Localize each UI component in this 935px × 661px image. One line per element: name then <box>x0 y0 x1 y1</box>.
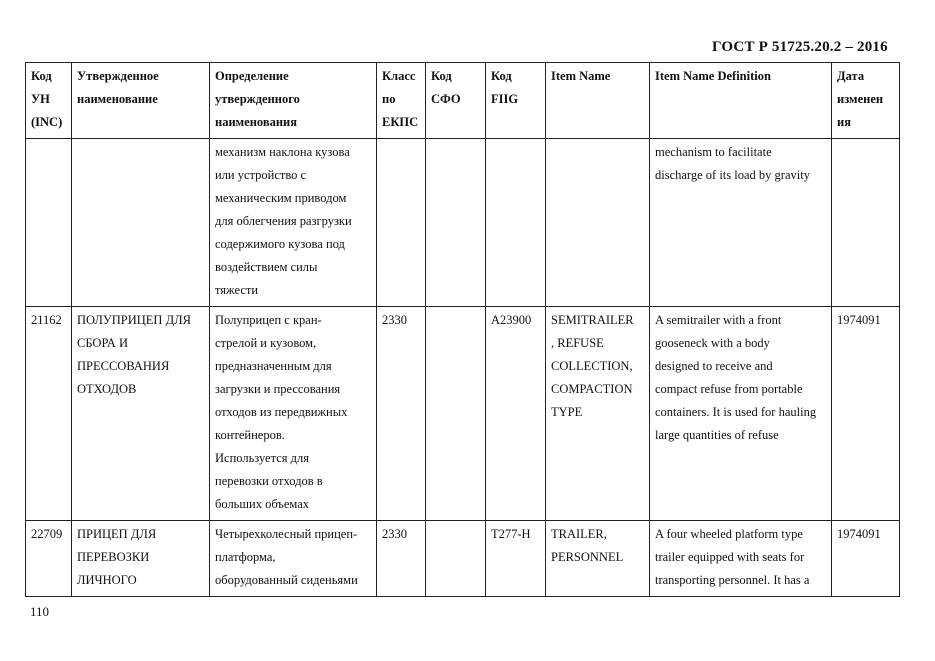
cell-line: transporting personnel. It has a <box>655 573 810 587</box>
cell-line: containers. It is used for hauling <box>655 405 817 419</box>
cell-line: платформа, <box>215 550 276 564</box>
header-line: изменен <box>837 92 884 106</box>
header-line: Определение <box>215 69 289 83</box>
catalog-table <box>25 62 900 597</box>
cell-line: 2330 <box>382 527 407 541</box>
cell-line: СБОРА И <box>77 336 128 350</box>
col-ekps-class-cell <box>377 521 426 597</box>
cell-line: ЛИЧНОГО <box>77 573 137 587</box>
document-code-header: ГОСТ Р 51725.20.2 – 2016 <box>712 39 888 55</box>
cell-line: больших объемах <box>215 497 310 511</box>
header-line: (INC) <box>31 115 63 129</box>
page-number: 110 <box>30 604 50 619</box>
col-inc-code-cell <box>26 307 72 521</box>
col-approved-name-cell <box>72 521 210 597</box>
col-approved-name-cell <box>72 307 210 521</box>
col-item-definition-cell <box>650 307 832 521</box>
cell-line: 2330 <box>382 313 407 327</box>
header-line: Код <box>31 69 52 83</box>
col-sfo-code-cell <box>426 307 486 521</box>
cell-line: оборудованный сиденьями <box>215 573 358 587</box>
col-change-date-cell <box>832 307 900 521</box>
cell-line: discharge of its load by gravity <box>655 168 810 182</box>
cell-line: Полуприцеп с кран- <box>215 313 322 327</box>
header-line: УН <box>31 92 50 106</box>
col-inc-code-cell <box>26 139 72 307</box>
col-ekps-class-header <box>377 63 426 139</box>
cell-line: 22709 <box>31 527 63 541</box>
cell-line: ОТХОДОВ <box>77 382 137 396</box>
cell-line: Используется для <box>215 451 309 465</box>
header-line: Дата <box>837 69 865 83</box>
cell-line: 1974091 <box>837 527 881 541</box>
cell-line: контейнеров. <box>215 428 285 442</box>
header-line: Класс <box>382 69 416 83</box>
cell-line: SEMITRAILER <box>551 313 634 327</box>
header-line: ия <box>837 115 851 129</box>
cell-line: отходов из передвижных <box>215 405 348 419</box>
cell-line: , REFUSE <box>551 336 604 350</box>
col-sfo-code-cell <box>426 521 486 597</box>
cell-line: для облегчения разгрузки <box>215 214 352 228</box>
col-item-definition-header <box>650 63 832 139</box>
cell-line: A semitrailer with a front <box>655 313 782 327</box>
cell-line: перевозки отходов в <box>215 474 323 488</box>
cell-line: ПРИЦЕП ДЛЯ <box>77 527 157 541</box>
col-fiig-code-header <box>486 63 546 139</box>
col-item-definition-cell <box>650 139 832 307</box>
cell-line: ПРЕССОВАНИЯ <box>77 359 170 373</box>
header-line: FIIG <box>491 92 519 106</box>
col-item-name-cell <box>546 307 650 521</box>
header-line: наименование <box>77 92 158 106</box>
col-item-name-cell <box>546 139 650 307</box>
col-item-name-cell <box>546 521 650 597</box>
header-line: утвержденного <box>215 92 300 106</box>
col-approved-name-cell <box>72 139 210 307</box>
cell-line: designed to receive and <box>655 359 773 373</box>
cell-line: compact refuse from portable <box>655 382 803 396</box>
col-ekps-class-cell <box>377 307 426 521</box>
col-sfo-code-header <box>426 63 486 139</box>
cell-line: mechanism to facilitate <box>655 145 772 159</box>
header-line: Утвержденное <box>77 69 159 83</box>
col-change-date-cell <box>832 139 900 307</box>
table-body <box>26 139 900 597</box>
col-inc-code-header <box>26 63 72 139</box>
header-line: Код <box>491 69 512 83</box>
header-line: Item Name Definition <box>655 69 771 83</box>
col-item-name-header <box>546 63 650 139</box>
col-definition-cell <box>210 307 377 521</box>
cell-line: механическим приводом <box>215 191 347 205</box>
cell-line: T277-H <box>491 527 531 541</box>
cell-line: TYPE <box>551 405 583 419</box>
cell-line: Четырехколесный прицеп- <box>215 527 358 541</box>
col-approved-name-header <box>72 63 210 139</box>
col-definition-cell <box>210 521 377 597</box>
cell-line: или устройство с <box>215 168 307 182</box>
cell-line: COMPACTION <box>551 382 633 396</box>
header-line: Item Name <box>551 69 611 83</box>
cell-line: тяжести <box>215 283 259 297</box>
cell-line: A four wheeled platform type <box>655 527 803 541</box>
col-change-date-cell <box>832 521 900 597</box>
col-definition-cell <box>210 139 377 307</box>
col-definition-header <box>210 63 377 139</box>
header-line: СФО <box>431 92 461 106</box>
table-row <box>26 139 900 307</box>
col-fiig-code-cell <box>486 521 546 597</box>
cell-line: large quantities of refuse <box>655 428 779 442</box>
col-fiig-code-cell <box>486 139 546 307</box>
cell-line: механизм наклона кузова <box>215 145 350 159</box>
col-ekps-class-cell <box>377 139 426 307</box>
header-line: наименования <box>215 115 298 129</box>
cell-line: gooseneck with a body <box>655 336 770 350</box>
header-line: ЕКПС <box>382 115 419 129</box>
cell-line: 21162 <box>31 313 62 327</box>
col-change-date-header <box>832 63 900 139</box>
header-line: Код <box>431 69 452 83</box>
cell-line: PERSONNEL <box>551 550 624 564</box>
col-fiig-code-cell <box>486 307 546 521</box>
table-header-row <box>26 63 900 139</box>
cell-line: предназначенным для <box>215 359 332 373</box>
header-line: по <box>382 92 396 106</box>
table-row <box>26 307 900 521</box>
cell-line: загрузки и прессования <box>215 382 341 396</box>
col-sfo-code-cell <box>426 139 486 307</box>
cell-line: trailer equipped with seats for <box>655 550 805 564</box>
cell-line: ПЕРЕВОЗКИ <box>77 550 150 564</box>
table-row <box>26 521 900 597</box>
cell-line: воздействием силы <box>215 260 318 274</box>
cell-line: содержимого кузова под <box>215 237 345 251</box>
cell-line: стрелой и кузовом, <box>215 336 317 350</box>
cell-line: TRAILER, <box>551 527 607 541</box>
cell-line: A23900 <box>491 313 532 327</box>
col-inc-code-cell <box>26 521 72 597</box>
cell-line: 1974091 <box>837 313 881 327</box>
col-item-definition-cell <box>650 521 832 597</box>
cell-line: ПОЛУПРИЦЕП ДЛЯ <box>77 313 191 327</box>
cell-line: COLLECTION, <box>551 359 633 373</box>
